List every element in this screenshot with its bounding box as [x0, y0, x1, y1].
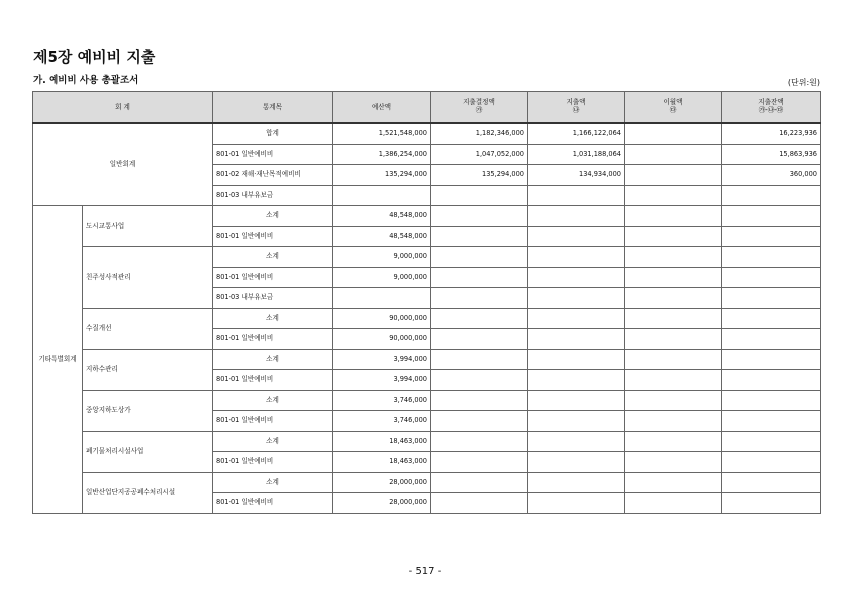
- budget-cell: 9,000,000: [333, 267, 431, 288]
- decided-cell: [431, 431, 528, 452]
- decided-cell: [431, 493, 528, 514]
- table-body: [33, 123, 821, 513]
- balance-cell: [722, 452, 821, 473]
- spent-cell: [528, 452, 625, 473]
- balance-cell: [722, 288, 821, 309]
- balance-cell: [722, 472, 821, 493]
- balance-cell: 16,223,936: [722, 123, 821, 144]
- spent-cell: 134,934,000: [528, 165, 625, 186]
- balance-cell: [722, 247, 821, 268]
- item-cell: 801-01 일반예비비: [213, 452, 333, 473]
- decided-cell: [431, 288, 528, 309]
- item-cell: 소계: [213, 308, 333, 329]
- header-spent-label: 지출액: [566, 98, 586, 107]
- decided-cell: [431, 185, 528, 206]
- carry-cell: [625, 288, 722, 309]
- spent-cell: [528, 288, 625, 309]
- balance-cell: [722, 493, 821, 514]
- sub-account-name: 중앙지하도상가: [83, 390, 213, 431]
- carry-cell: [625, 349, 722, 370]
- balance-cell: [722, 431, 821, 452]
- sub-account-name: 친주성사적관리: [83, 247, 213, 309]
- carry-cell: [625, 206, 722, 227]
- budget-cell: [333, 288, 431, 309]
- sub-account-name: 일반산업단지공공폐수처리시설: [83, 472, 213, 513]
- header-carry: [625, 92, 722, 124]
- header-decided-mark: ㉮: [475, 106, 483, 114]
- header-balance-mark: ㉮-㉯-㉰: [758, 106, 784, 114]
- carry-cell: [625, 247, 722, 268]
- spent-cell: [528, 185, 625, 206]
- budget-cell: 9,000,000: [333, 247, 431, 268]
- decided-cell: 1,047,052,000: [431, 144, 528, 165]
- item-cell: 801-01 일반예비비: [213, 329, 333, 350]
- decided-cell: 1,182,346,000: [431, 123, 528, 144]
- item-cell: 합계: [213, 123, 333, 144]
- budget-cell: 3,994,000: [333, 370, 431, 391]
- spent-cell: [528, 247, 625, 268]
- sub-account-name: 도시교통사업: [83, 206, 213, 247]
- header-item: 통계목: [213, 92, 333, 124]
- carry-cell: [625, 144, 722, 165]
- reserve-fund-summary-table: [32, 91, 821, 514]
- account-special: 기타특별회계: [33, 206, 83, 514]
- balance-cell: [722, 390, 821, 411]
- item-cell: 801-03 내부유보금: [213, 185, 333, 206]
- decided-cell: [431, 329, 528, 350]
- unit-label: (단위:원): [787, 78, 820, 87]
- item-cell: 소계: [213, 349, 333, 370]
- carry-cell: [625, 472, 722, 493]
- spent-cell: [528, 226, 625, 247]
- balance-cell: [722, 206, 821, 227]
- spent-cell: [528, 370, 625, 391]
- carry-cell: [625, 185, 722, 206]
- balance-cell: 360,000: [722, 165, 821, 186]
- decided-cell: [431, 247, 528, 268]
- item-cell: 소계: [213, 472, 333, 493]
- carry-cell: [625, 329, 722, 350]
- item-cell: 801-02 재해·재난목적예비비: [213, 165, 333, 186]
- sub-account-name: 지하수관리: [83, 349, 213, 390]
- decided-cell: [431, 308, 528, 329]
- budget-cell: 135,294,000: [333, 165, 431, 186]
- carry-cell: [625, 390, 722, 411]
- table-row: [33, 123, 821, 144]
- decided-cell: [431, 370, 528, 391]
- balance-cell: [722, 267, 821, 288]
- carry-cell: [625, 308, 722, 329]
- header-balance-label: 지출잔액: [758, 98, 784, 107]
- spent-cell: [528, 493, 625, 514]
- item-cell: 801-01 일반예비비: [213, 493, 333, 514]
- header-account: 회 계: [33, 92, 213, 124]
- balance-cell: [722, 349, 821, 370]
- carry-cell: [625, 123, 722, 144]
- carry-cell: [625, 267, 722, 288]
- header-carry-label: 이월액: [663, 98, 683, 107]
- spent-cell: 1,166,122,064: [528, 123, 625, 144]
- table-row: [33, 472, 821, 493]
- account-general: 일반회계: [33, 123, 213, 206]
- header-spent-mark: ㉯: [572, 106, 580, 114]
- budget-cell: 3,994,000: [333, 349, 431, 370]
- table-header: [33, 92, 821, 124]
- budget-cell: 28,000,000: [333, 493, 431, 514]
- item-cell: 소계: [213, 390, 333, 411]
- item-cell: 801-03 내부유보금: [213, 288, 333, 309]
- table-row: [33, 247, 821, 268]
- decided-cell: [431, 206, 528, 227]
- budget-cell: 3,746,000: [333, 411, 431, 432]
- page-title: 제5장 예비비 지출: [33, 48, 156, 66]
- spent-cell: [528, 206, 625, 227]
- carry-cell: [625, 165, 722, 186]
- spent-cell: [528, 411, 625, 432]
- balance-cell: [722, 370, 821, 391]
- budget-cell: 3,746,000: [333, 390, 431, 411]
- section-subtitle: 가. 예비비 사용 총괄조서: [33, 75, 139, 86]
- carry-cell: [625, 226, 722, 247]
- budget-cell: 18,463,000: [333, 431, 431, 452]
- carry-cell: [625, 493, 722, 514]
- header-carry-mark: ㉰: [669, 106, 677, 114]
- item-cell: 소계: [213, 206, 333, 227]
- header-spent: [528, 92, 625, 124]
- balance-cell: 15,863,936: [722, 144, 821, 165]
- page-number: - 517 -: [408, 566, 442, 577]
- balance-cell: [722, 411, 821, 432]
- item-cell: 소계: [213, 431, 333, 452]
- balance-cell: [722, 329, 821, 350]
- table-row: [33, 308, 821, 329]
- table-row: [33, 206, 821, 227]
- balance-cell: [722, 226, 821, 247]
- decided-cell: [431, 267, 528, 288]
- budget-cell: 90,000,000: [333, 329, 431, 350]
- spent-cell: [528, 472, 625, 493]
- balance-cell: [722, 308, 821, 329]
- sub-account-name: 수질개선: [83, 308, 213, 349]
- table-row: [33, 390, 821, 411]
- decided-cell: [431, 411, 528, 432]
- decided-cell: [431, 472, 528, 493]
- budget-cell: 48,548,000: [333, 226, 431, 247]
- spent-cell: 1,031,188,064: [528, 144, 625, 165]
- header-decided: [431, 92, 528, 124]
- table-row: [33, 349, 821, 370]
- item-cell: 소계: [213, 247, 333, 268]
- sub-account-name: 폐기물처리시설사업: [83, 431, 213, 472]
- item-cell: 801-01 일반예비비: [213, 226, 333, 247]
- budget-cell: 1,521,548,000: [333, 123, 431, 144]
- carry-cell: [625, 411, 722, 432]
- budget-cell: [333, 185, 431, 206]
- carry-cell: [625, 431, 722, 452]
- budget-cell: 1,386,254,000: [333, 144, 431, 165]
- header-decided-label: 지출결정액: [463, 98, 495, 107]
- carry-cell: [625, 370, 722, 391]
- spent-cell: [528, 267, 625, 288]
- item-cell: 801-01 일반예비비: [213, 144, 333, 165]
- header-budget: 예산액: [333, 92, 431, 124]
- budget-cell: 90,000,000: [333, 308, 431, 329]
- item-cell: 801-01 일반예비비: [213, 411, 333, 432]
- decided-cell: [431, 226, 528, 247]
- budget-cell: 18,463,000: [333, 452, 431, 473]
- carry-cell: [625, 452, 722, 473]
- spent-cell: [528, 431, 625, 452]
- table-row: [33, 431, 821, 452]
- spent-cell: [528, 390, 625, 411]
- decided-cell: [431, 349, 528, 370]
- balance-cell: [722, 185, 821, 206]
- item-cell: 801-01 일반예비비: [213, 370, 333, 391]
- decided-cell: [431, 452, 528, 473]
- spent-cell: [528, 349, 625, 370]
- decided-cell: [431, 390, 528, 411]
- spent-cell: [528, 329, 625, 350]
- header-balance: [722, 92, 821, 124]
- item-cell: 801-01 일반예비비: [213, 267, 333, 288]
- decided-cell: 135,294,000: [431, 165, 528, 186]
- budget-cell: 48,548,000: [333, 206, 431, 227]
- spent-cell: [528, 308, 625, 329]
- budget-cell: 28,000,000: [333, 472, 431, 493]
